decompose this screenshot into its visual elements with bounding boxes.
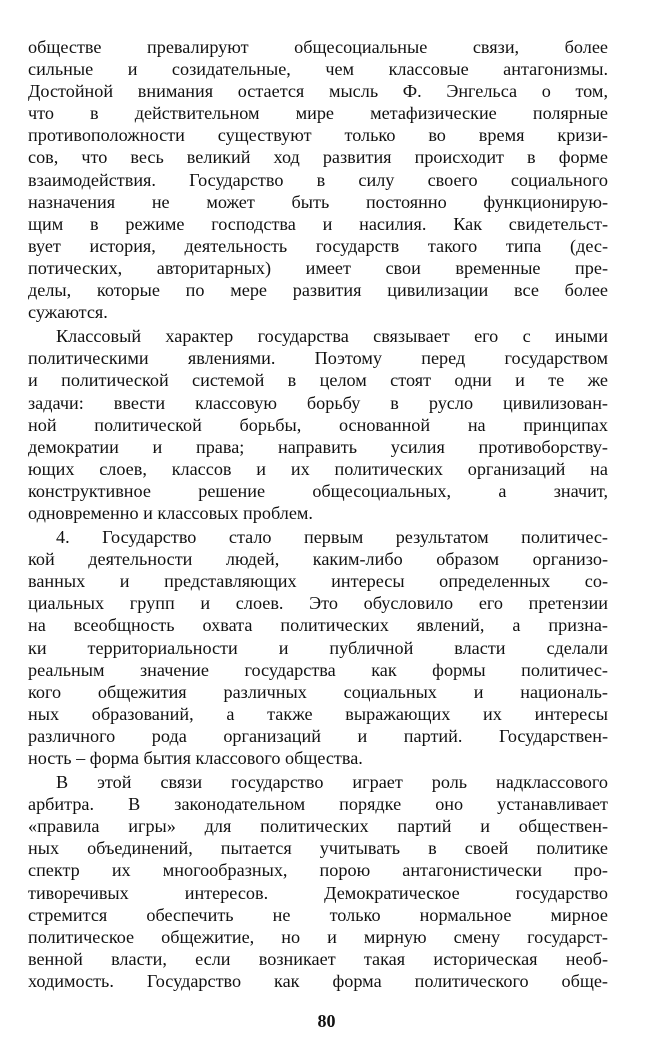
text-line: сужаются. bbox=[28, 302, 108, 323]
text-line: сов, что весь великий ход развития происходит в форме bbox=[28, 147, 608, 168]
text-line: потических, авторитарных) имеет свои временные пре- bbox=[28, 257, 608, 278]
page-number: 80 bbox=[317, 1011, 336, 1031]
text-line: кой деятельности людей, каким-либо образом организо- bbox=[28, 549, 608, 570]
text-line: ки территориальности и публичной власти сделали bbox=[28, 637, 608, 658]
text-line: спектр их многообразных, порою антагонистически про- bbox=[28, 860, 608, 881]
text-line: и политической системой в целом стоят одни и те же bbox=[28, 370, 608, 391]
text-line: ных образований, а также выражающих их интересы bbox=[28, 703, 608, 724]
page-text-column bbox=[28, 36, 608, 992]
text-line: стремится обеспечить не только нормальное мирное bbox=[28, 904, 608, 925]
text-line: политическими явлениями. Поэтому перед государством bbox=[28, 348, 608, 369]
text-line: арбитра. В законодательном порядке оно устанавливает bbox=[28, 794, 608, 815]
text-line: одновременно и классовых проблем. bbox=[28, 502, 313, 523]
text-line: назначения не может быть постоянно функционирую- bbox=[28, 191, 608, 212]
text-line: вует история, деятельность государств такого типа (дес- bbox=[28, 235, 608, 256]
paragraph-3 bbox=[28, 526, 608, 769]
text-line: Достойной внимания остается мысль Ф. Энгельса о том, bbox=[28, 81, 608, 102]
text-line: обществе превалируют общесоциальные связи, более bbox=[28, 37, 608, 57]
text-line: делы, которые по мере развития цивилизации все более bbox=[28, 280, 608, 301]
text-line: на всеобщность охвата политических явлений, а призна- bbox=[28, 615, 608, 636]
text-line: взаимодействия. Государство в силу своего социального bbox=[28, 169, 608, 190]
text-line: различного рода организаций и партий. Государствен- bbox=[28, 725, 608, 746]
text-line: 4. Государство стало первым результатом политичес- bbox=[56, 527, 608, 548]
text-line: задачи: ввести классовую борьбу в русло цивилизован- bbox=[28, 392, 608, 413]
text-line: циальных групп и слоев. Это обусловило его претензии bbox=[28, 593, 608, 614]
paragraph-1 bbox=[28, 36, 608, 323]
text-line: сильные и созидательные, чем классовые антагонизмы. bbox=[28, 59, 608, 80]
text-line: щим в режиме господства и насилия. Как свидетельст- bbox=[28, 213, 608, 234]
text-line: ной политической борьбы, основанной на принципах bbox=[28, 414, 608, 435]
text-line: ющих слоев, классов и их политических организаций на bbox=[28, 458, 608, 479]
paragraph-2 bbox=[28, 325, 608, 524]
paragraph-4 bbox=[28, 771, 608, 992]
text-line: кого общежития различных социальных и националь- bbox=[28, 681, 608, 702]
text-line: тиворечивых интересов. Демократическое государство bbox=[28, 882, 608, 903]
text-line: реальным значение государства как формы политичес- bbox=[28, 659, 608, 680]
text-line: ных объединений, пытается учитывать в своей политике bbox=[28, 838, 608, 859]
text-line: венной власти, если возникает такая историческая необ- bbox=[28, 948, 608, 969]
text-line: демократии и права; направить усилия противоборству- bbox=[28, 436, 608, 457]
text-line: ванных и представляющих интересы определенных со- bbox=[28, 571, 608, 592]
text-line: что в действительном мире метафизические полярные bbox=[28, 103, 608, 124]
text-line: ность – форма бытия классового общества. bbox=[28, 748, 363, 768]
text-line: «правила игры» для политических партий и обществен- bbox=[28, 816, 608, 837]
text-line: конструктивное решение общесоциальных, а значит, bbox=[28, 480, 608, 501]
text-line: ходимость. Государство как форма политического обще- bbox=[28, 970, 608, 991]
text-line: Классовый характер государства связывает его с иными bbox=[56, 326, 608, 347]
text-line: политическое общежитие, но и мирную смену государст- bbox=[28, 926, 608, 947]
text-line: В этой связи государство играет роль надклассового bbox=[56, 772, 608, 793]
text-line: противоположности существуют только во время кризи- bbox=[28, 125, 608, 146]
